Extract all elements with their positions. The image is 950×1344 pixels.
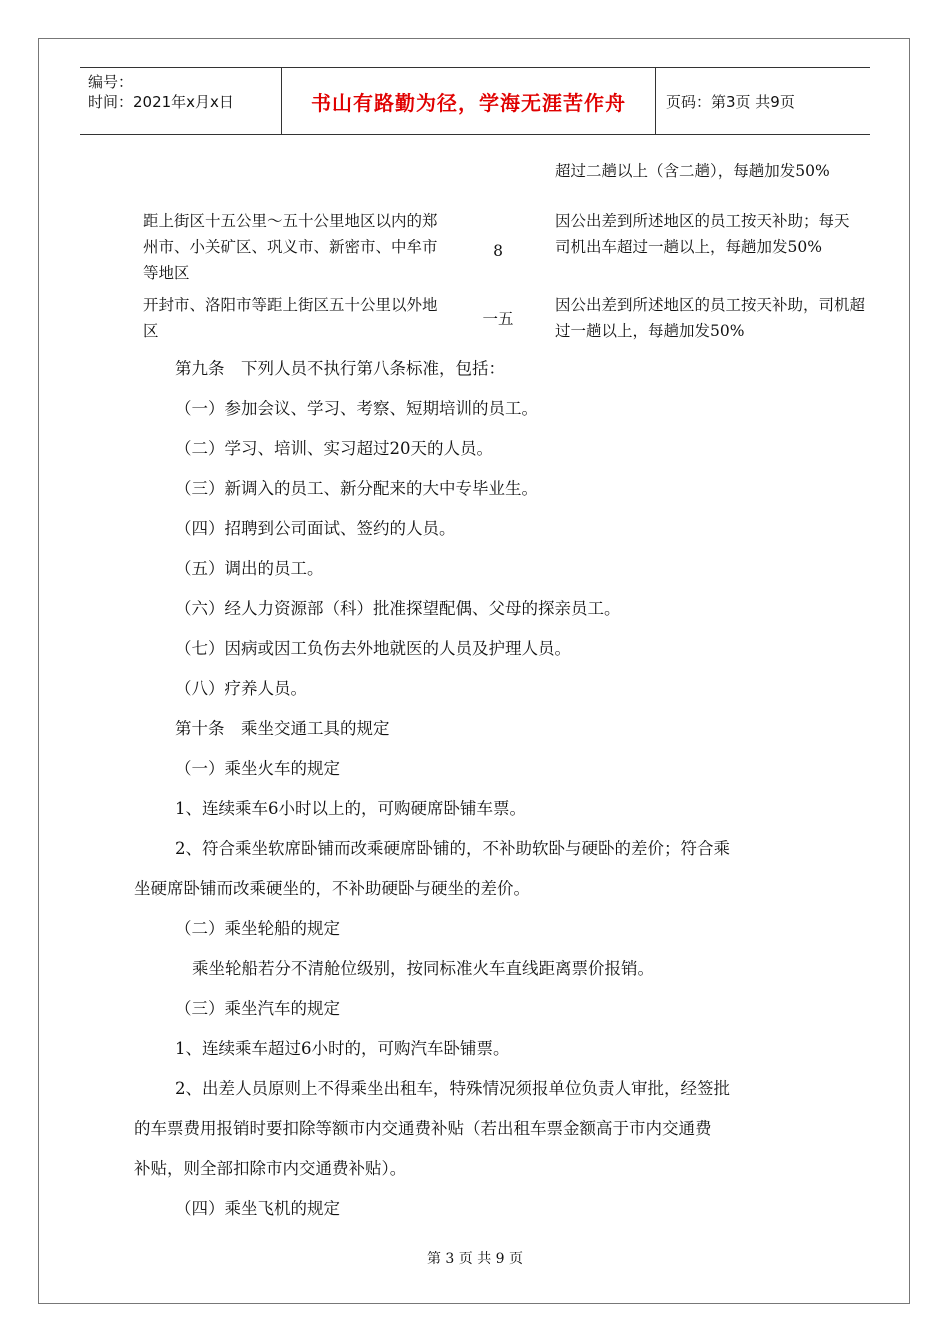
date-label: 时间：2021年x月x日 [88, 93, 234, 111]
paragraph-continued: 的车票费用报销时要扣除等额市内交通费补贴（若出租车票金额高于市内交通费 [134, 1119, 712, 1138]
header-page-label: 页码：第3页 共9页 [666, 92, 795, 111]
list-item: （八）疗养人员。 [175, 679, 307, 698]
section-heading: （一）乘坐火车的规定 [175, 759, 340, 778]
list-item: （七）因病或因工负伤去外地就医的人员及护理人员。 [175, 639, 571, 658]
section-heading: （三）乘坐汽车的规定 [175, 999, 340, 1018]
note-cell: 因公出差到所述地区的员工按天补助，司机超过一趟以上，每趟加发50% [555, 296, 866, 340]
amount-cell: 一五 [482, 310, 514, 328]
list-item: （一）参加会议、学习、考察、短期培训的员工。 [175, 399, 538, 418]
article-10-heading: 第十条 乘坐交通工具的规定 [175, 719, 390, 738]
header-meta [80, 68, 282, 134]
paragraph: 乘坐轮船若分不清舱位级别，按同标准火车直线距离票价报销。 [192, 959, 654, 978]
header-motto: 书山有路勤为径，学海无涯苦作舟 [282, 68, 656, 134]
section-heading: （二）乘坐轮船的规定 [175, 919, 340, 938]
list-item: （四）招聘到公司面试、签约的人员。 [175, 519, 456, 538]
page-header [80, 67, 870, 135]
region-cell: 距上街区十五公里～五十公里地区以内的郑州市、小关矿区、巩义市、新密市、中牟市等地区 [143, 212, 438, 282]
article-9-heading: 第九条 下列人员不执行第八条标准，包括： [175, 359, 505, 378]
paragraph-continued: 坐硬席卧铺而改乘硬坐的，不补助硬卧与硬坐的差价。 [134, 879, 530, 898]
number-label: 编号： [88, 73, 134, 91]
list-item: （二）学习、培训、实习超过20天的人员。 [175, 439, 493, 458]
paragraph: 1、连续乘车6小时以上的，可购硬席卧铺车票。 [175, 799, 526, 818]
region-cell: 开封市、洛阳市等距上街区五十公里以外地区 [143, 296, 438, 340]
list-item: （三）新调入的员工、新分配来的大中专毕业生。 [175, 479, 538, 498]
list-item: （六）经人力资源部（科）批准探望配偶、父母的探亲员工。 [175, 599, 621, 618]
section-heading: （四）乘坐飞机的规定 [175, 1199, 340, 1218]
paragraph: 1、连续乘车超过6小时的，可购汽车卧铺票。 [175, 1039, 510, 1058]
paragraph: 2、符合乘坐软席卧铺而改乘硬席卧铺的，不补助软卧与硬卧的差价；符合乘 [175, 839, 730, 858]
note-cell: 因公出差到所述地区的员工按天补助；每天司机出车超过一趟以上，每趟加发50% [555, 212, 850, 256]
page-footer: 第 3 页 共 9 页 [426, 1251, 524, 1267]
amount-cell: 8 [493, 242, 503, 260]
paragraph-continued: 补贴，则全部扣除市内交通费补贴）。 [134, 1159, 407, 1178]
list-item: （五）调出的员工。 [175, 559, 324, 578]
paragraph: 2、出差人员原则上不得乘坐出租车，特殊情况须报单位负责人审批，经签批 [175, 1079, 730, 1098]
note-cell: 超过二趟以上（含二趟），每趟加发50% [555, 162, 830, 180]
